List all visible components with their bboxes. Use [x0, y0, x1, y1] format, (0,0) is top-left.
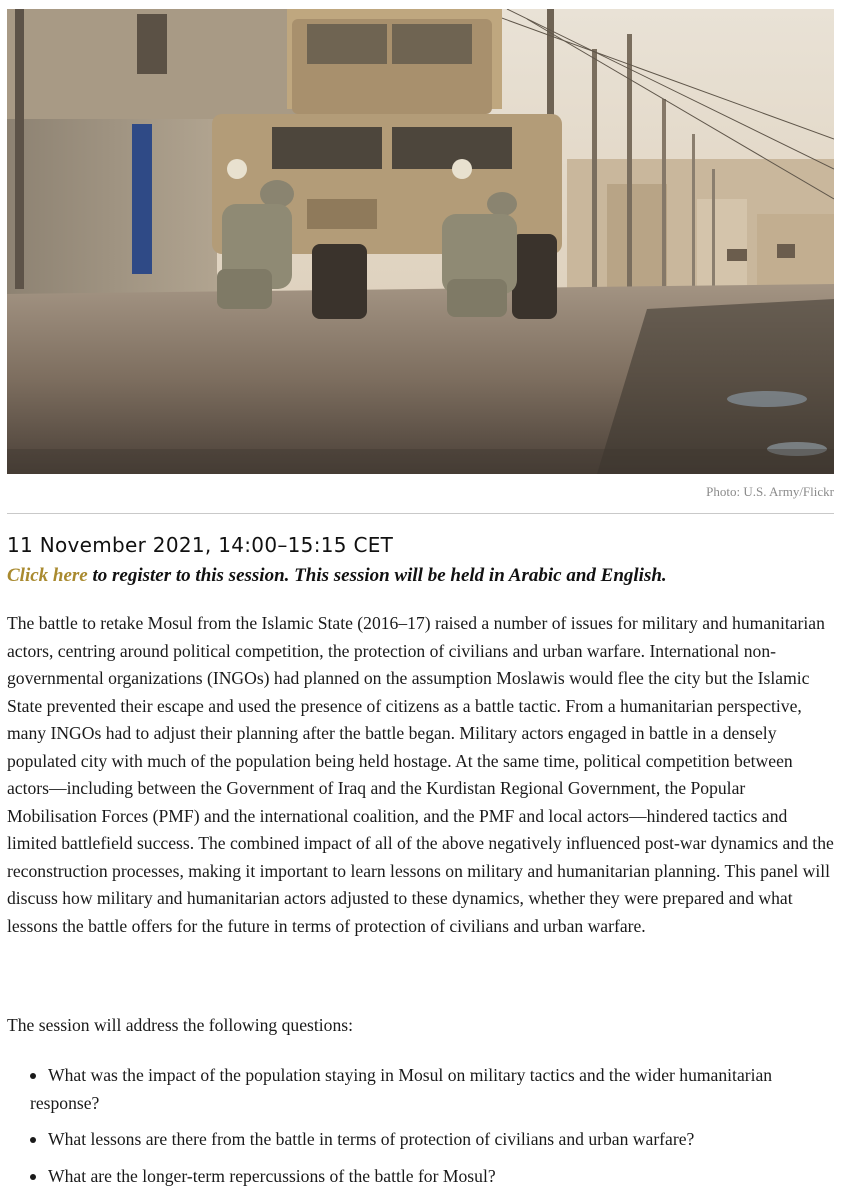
bullet-icon: [30, 1174, 36, 1180]
divider: [7, 513, 834, 514]
register-text: to register to this session. This session will be held in Arabic and English.: [87, 565, 667, 586]
list-item: [30, 1126, 820, 1154]
registration-line: [7, 565, 667, 587]
list-item: [30, 1062, 820, 1117]
question-text: What was the impact of the population staying in Mosul on military tactics and the wider humanitarian response?: [30, 1065, 773, 1113]
questions-intro: The session will address the following questions:: [7, 1015, 353, 1035]
questions-list: [30, 1062, 820, 1199]
hero-photo: [7, 9, 834, 474]
question-text: What are the longer-term repercussions of the battle for Mosul?: [48, 1165, 496, 1186]
bullet-icon: [30, 1137, 36, 1143]
event-datetime: 11 November 2021, 14:00–15:15 CET: [7, 533, 394, 557]
bullet-icon: [30, 1073, 36, 1079]
session-description: The battle to retake Mosul from the Islamic State (2016–17) raised a number of issues for military and humanitarian actors, centring around political competition, the protection of civilians and urban warfare. International non-governmental organizations (INGOs) had planned on the assumption Moslawis would flee the city but the Islamic State prevented their escape and used the presence of citizens as a battle tactic. From a humanitarian perspective, many INGOs had to adjust their planning after the battle began. Military actors engaged in battle in a densely populated city with much of the population being held hostage. At the same time, political competition between actors—including between the Government of Iraq and the Kurdistan Regional Government, the Popular Mobilisation Forces (PMF) and the international coalition, and the PMF and local actors—hindered tactics and limited battlefield success. The combined impact of all of the above negatively influenced post-war dynamics and the reconstruction processes, making it important to learn lessons on military and humanitarian planning. This panel will discuss how military and humanitarian actors adjusted to these dynamics, whether they were prepared and what lessons the battle offers for the future in terms of protection of civilians and urban warfare.: [7, 613, 834, 936]
question-text: What lessons are there from the battle in terms of protection of civilians and urban warfare?: [48, 1129, 695, 1149]
register-link[interactable]: Click here: [7, 565, 88, 586]
photo-credit: Photo: U.S. Army/Flickr: [706, 484, 834, 499]
list-item: [30, 1163, 820, 1191]
